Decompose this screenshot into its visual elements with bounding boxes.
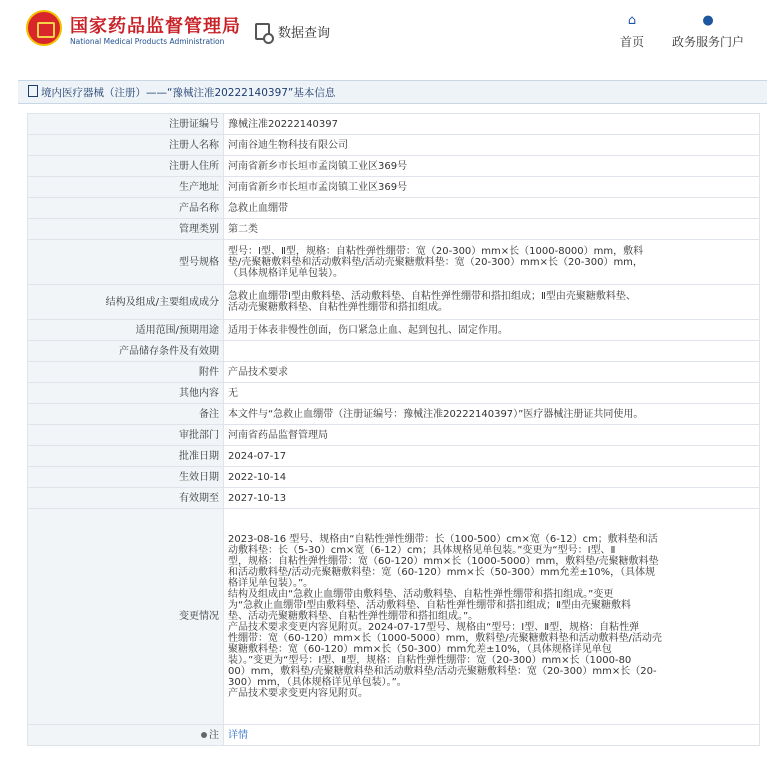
field-value (224, 383, 760, 404)
table-row (28, 446, 760, 467)
table-row (28, 240, 760, 285)
field-label (28, 467, 224, 488)
field-label (28, 177, 224, 198)
table-row (28, 488, 760, 509)
field-label-text: 有效期至 (179, 492, 219, 504)
nav-service-portal[interactable] (670, 14, 746, 50)
table-row (28, 362, 760, 383)
field-label (28, 725, 224, 746)
field-value (224, 341, 760, 362)
field-value-line: 型，规格：自粘性弹性绷带：宽（60-120）mm×长（1000-5000）mm，敷料垫/壳聚糖敷料垫 (228, 556, 659, 567)
field-value-line: 结构及组成由“急救止血绷带由敷料垫、活动敷料垫、自粘性弹性绷带和搭扣组成。”变更 (228, 589, 614, 600)
nav-home[interactable] (617, 14, 647, 50)
field-label (28, 135, 224, 156)
field-value (224, 320, 760, 341)
field-value-text: 本文件与“急救止血绷带（注册证编号：豫械注准20222140397）”医疗器械注册证共同使用。 (228, 408, 644, 420)
field-value-text: 2027-10-13 (228, 492, 287, 504)
field-value-line: 装）。”变更为“型号：Ⅰ型、Ⅱ型，规格：自粘性弹性绷带：宽（20-300）mm×长（1000-80 (228, 655, 632, 666)
field-value-line: （具体规格详见单包装）。 (228, 267, 343, 279)
data-query-label: 数据查询 (278, 25, 331, 41)
field-value (224, 135, 760, 156)
field-value-text: 2024-07-17 (228, 450, 287, 462)
field-label (28, 114, 224, 135)
table-row (28, 509, 760, 725)
table-row (28, 320, 760, 341)
field-value-line: 急救止血绷带Ⅰ型由敷料垫、活动敷料垫、自粘性弹性绷带和搭扣组成；Ⅱ型由壳聚糖敷料垫、 (228, 291, 636, 302)
table-row (28, 285, 760, 320)
table-row (28, 219, 760, 240)
table-row (28, 341, 760, 362)
field-label-text: 产品名称 (179, 202, 219, 214)
field-value (224, 114, 760, 135)
document-icon (28, 85, 38, 97)
field-value-line: 格详见单包装）。”。 (228, 578, 314, 589)
field-value-line: 2023-08-16 型号、规格由“自粘性弹性绷带：长（100-500）cm×宽（6-12）cm；敷料垫和活 (228, 534, 658, 545)
field-label-text: 其他内容 (179, 387, 219, 399)
field-value-text: 适用于体表非慢性创面，伤口紧急止血、起到包扎、固定作用。 (228, 324, 508, 336)
breadcrumb-bar (18, 80, 767, 104)
field-value-line: 产品技术要求变更内容见附页。2024-07-17型号、规格由“型号：Ⅰ型、Ⅱ型，规格：自粘性弹 (228, 622, 640, 633)
field-value-line: 垫/壳聚糖敷料垫和活动敷料垫/活动壳聚糖敷料垫：宽（20-300）mm×长（20-300）mm， (228, 256, 643, 268)
field-value-text: 无 (228, 387, 238, 399)
field-label (28, 156, 224, 177)
field-label-text: 备注 (199, 408, 219, 420)
field-value (224, 404, 760, 425)
field-value-line: 型号：Ⅰ型、Ⅱ型，规格：自粘性弹性绷带：宽（20-300）mm×长（1000-8000）mm，敷料 (228, 245, 644, 257)
field-value-text: 河南谷迪生物科技有限公司 (228, 139, 348, 151)
field-value (224, 362, 760, 383)
field-value-line: 性绷带：宽（60-120）mm×长（1000-5000）mm，敷料垫/壳聚糖敷料垫和活动敷料垫/活动壳 (228, 633, 663, 644)
field-value-text: 2022-10-14 (228, 471, 287, 483)
field-label (28, 362, 224, 383)
table-row (28, 725, 760, 746)
table-row (28, 425, 760, 446)
field-value-line: 产品技术要求变更内容见附页。 (228, 688, 368, 699)
table-row (28, 156, 760, 177)
table-row (28, 404, 760, 425)
field-label (28, 320, 224, 341)
field-label-text: 注 (209, 729, 219, 741)
field-label (28, 446, 224, 467)
table-row (28, 467, 760, 488)
field-label-text: 管理类别 (179, 223, 219, 235)
field-value-text: 豫械注准20222140397 (228, 118, 338, 130)
field-label (28, 240, 224, 285)
field-label-text: 型号规格 (179, 256, 219, 268)
field-label (28, 383, 224, 404)
table-row (28, 198, 760, 219)
field-value-text: 河南省新乡市长垣市孟岗镇工业区369号 (228, 160, 408, 172)
field-label (28, 488, 224, 509)
field-label (28, 198, 224, 219)
field-value (224, 488, 760, 509)
field-value (224, 425, 760, 446)
field-label-text: 结构及组成/主要组成成分 (105, 296, 219, 308)
details-link[interactable]: 详情 (228, 729, 248, 741)
field-label-text: 批准日期 (179, 450, 219, 462)
field-label-text: 审批部门 (179, 429, 219, 441)
site-header (0, 0, 767, 67)
field-label (28, 341, 224, 362)
field-label (28, 219, 224, 240)
nav-home-label: 首页 (619, 35, 644, 49)
pin-icon (201, 732, 207, 738)
table-row (28, 135, 760, 156)
field-label-text: 生产地址 (179, 181, 219, 193)
breadcrumb (28, 85, 335, 100)
field-value-line: 活动壳聚糖敷料垫、自粘性弹性绷带和搭扣组成。 (228, 302, 448, 313)
field-label (28, 509, 224, 725)
user-icon: ● (702, 13, 714, 28)
field-value (224, 219, 760, 240)
table-row (28, 177, 760, 198)
field-value-text: 产品技术要求 (228, 366, 288, 378)
field-value (224, 509, 760, 725)
field-value-line: 和活动敷料垫/活动壳聚糖敷料垫：宽（60-120）mm×长（50-300）mm允差±10%，（具体规 (228, 567, 656, 578)
field-value-line: 聚糖敷料垫：宽（60-120）mm×长（50-300）mm允差±10%，（具体规格详见单包 (228, 644, 612, 655)
field-value-text: 急救止血绷带 (228, 202, 288, 214)
field-value (224, 240, 760, 285)
field-value-line: 00）mm，敷料垫/壳聚糖敷料垫和活动敷料垫/活动壳聚糖敷料垫：宽（20-300）mm×长（20- (228, 666, 657, 677)
field-label-text: 注册证编号 (169, 118, 219, 130)
search-document-icon (255, 23, 270, 40)
field-value-text: 河南省新乡市长垣市孟岗镇工业区369号 (228, 181, 408, 193)
field-label-text: 产品储存条件及有效期 (119, 345, 219, 357)
table-row (28, 383, 760, 404)
nav-portal-label: 政务服务门户 (671, 35, 744, 49)
field-label-text: 注册人名称 (169, 139, 219, 151)
field-value-line: 垫、活动壳聚糖敷料垫、自粘性弹性绷带和搭扣组成。”。 (228, 611, 479, 622)
org-name-cn[interactable]: 国家药品监督管理局 (70, 16, 241, 37)
field-label-text: 附件 (199, 366, 219, 378)
field-value-text: 第二类 (228, 223, 258, 235)
field-value-line: 为“急救止血绷带Ⅰ型由敷料垫、活动敷料垫、自粘性弹性绷带和搭扣组成；Ⅱ型由壳聚糖敷料 (228, 600, 632, 611)
field-value (224, 467, 760, 488)
data-query-link[interactable] (255, 20, 330, 42)
national-emblem-logo (26, 10, 62, 46)
field-label (28, 425, 224, 446)
field-label-text: 适用范围/预期用途 (135, 324, 219, 336)
field-value-line: 300）mm，（具体规格详见单包装）。”。 (228, 677, 407, 688)
field-label (28, 285, 224, 320)
field-value-text: 河南省药品监督管理局 (228, 429, 328, 441)
field-value (224, 285, 760, 320)
breadcrumb-text: 境内医疗器械（注册）——“豫械注准20222140397”基本信息 (41, 87, 336, 99)
table-row (28, 114, 760, 135)
field-label (28, 404, 224, 425)
field-value (224, 725, 760, 746)
field-value (224, 446, 760, 467)
field-label-text: 注册人住所 (169, 160, 219, 172)
home-icon: ⌂ (627, 13, 637, 28)
field-label-text: 变更情况 (179, 611, 219, 622)
org-name-en[interactable]: National Medical Products Administration (70, 37, 225, 46)
field-label-text: 生效日期 (179, 471, 219, 483)
detail-table (27, 113, 760, 746)
field-value (224, 177, 760, 198)
field-value (224, 198, 760, 219)
field-value (224, 156, 760, 177)
field-value-line: 动敷料垫：长（5-30）cm×宽（6-12）cm；具体规格见单包装。”变更为“型号：Ⅰ型、Ⅱ (228, 545, 616, 556)
